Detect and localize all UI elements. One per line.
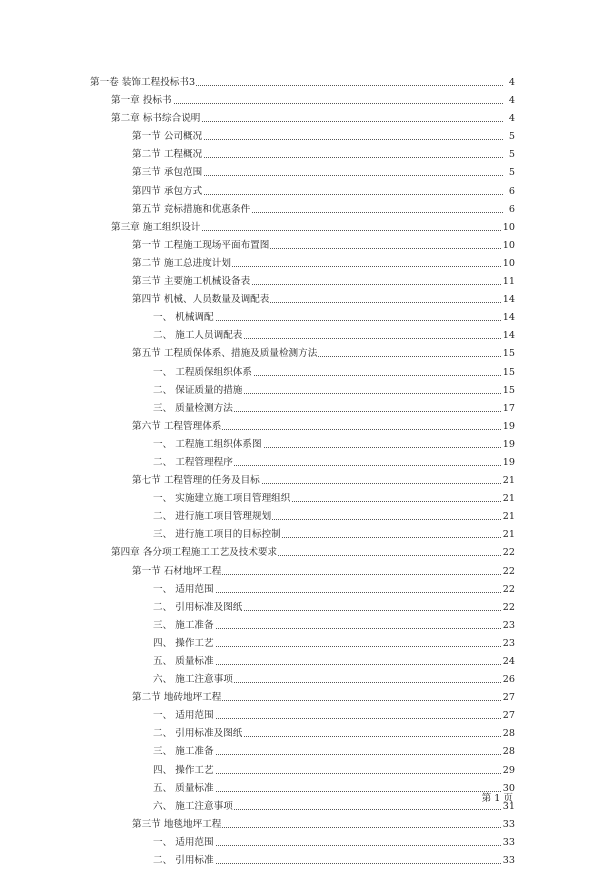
toc-entry[interactable]: [0, 852, 600, 870]
toc-entry-page: 33: [502, 834, 515, 852]
page-number: 第 1 页: [481, 793, 513, 804]
toc-entry[interactable]: [0, 454, 600, 472]
toc-entry-page: 22: [502, 599, 515, 617]
toc-entry[interactable]: [0, 110, 600, 128]
toc-entry-page: 33: [502, 852, 515, 870]
toc-entry-title: 第一章 投标书: [111, 92, 173, 110]
toc-entry-page: 4: [508, 74, 515, 92]
toc-entry-title: 第五节 工程质保体系、措施及质量检测方法: [132, 345, 318, 363]
toc-entry[interactable]: [0, 635, 600, 653]
toc-entry-title: 一、 工程质保组织体系: [153, 364, 253, 382]
toc-entry-page: 21: [502, 490, 515, 508]
toc-entry-page: 10: [502, 237, 515, 255]
toc-entry-page: 33: [502, 816, 515, 834]
toc-entry[interactable]: [0, 671, 600, 689]
toc-entry[interactable]: [0, 707, 600, 725]
toc-entry-title: 第四节 机械、人员数量及调配表: [132, 291, 270, 309]
toc-entry[interactable]: [0, 128, 600, 146]
toc-entry[interactable]: [0, 309, 600, 327]
toc-entry-page: 28: [502, 725, 515, 743]
toc-entry[interactable]: [0, 237, 600, 255]
toc-entry-title: 五、 质量标准: [153, 780, 215, 798]
toc-entry-page: 22: [502, 563, 515, 581]
toc-entry-page: 26: [502, 671, 515, 689]
toc-entry-title: 三、 进行施工项目的目标控制: [153, 526, 282, 544]
toc-entry-title: 第三节 地毯地坪工程: [132, 816, 222, 834]
toc-entry-page: 28: [502, 743, 515, 761]
toc-entry-page: 4: [508, 110, 515, 128]
toc-entry-title: 第一卷 装饰工程投标书3: [90, 74, 196, 92]
toc-entry-title: 六、 施工注意事项: [153, 671, 234, 689]
toc-entry[interactable]: [0, 74, 600, 92]
toc-entry[interactable]: [0, 743, 600, 761]
toc-entry-title: 第一节 工程施工现场平面布置图: [132, 237, 270, 255]
toc-entry[interactable]: [0, 382, 600, 400]
toc-entry[interactable]: [0, 219, 600, 237]
toc-entry-title: 五、 质量标准: [153, 653, 215, 671]
toc-entry[interactable]: [0, 617, 600, 635]
toc-entry-page: 23: [502, 635, 515, 653]
toc-entry[interactable]: [0, 345, 600, 363]
toc-entry-page: 21: [502, 508, 515, 526]
toc-entry-page: 14: [502, 309, 515, 327]
toc-entry[interactable]: [0, 201, 600, 219]
toc-entry-page: 22: [502, 544, 515, 562]
toc-entry-title: 一、 工程施工组织体系图: [153, 436, 263, 454]
toc-entry-title: 二、 保证质量的措施: [153, 382, 243, 400]
toc-entry-page: 17: [502, 400, 515, 418]
toc-entry-title: 三、 质量检测方法: [153, 400, 234, 418]
toc-entry-title: 一、 适用范围: [153, 834, 215, 852]
table-of-contents: [0, 74, 600, 870]
toc-entry-page: 15: [502, 364, 515, 382]
toc-entry-title: 第三节 主要施工机械设备表: [132, 273, 251, 291]
toc-entry-title: 三、 施工准备: [153, 743, 215, 761]
toc-entry[interactable]: [0, 653, 600, 671]
toc-entry[interactable]: [0, 599, 600, 617]
toc-entry[interactable]: [0, 436, 600, 454]
toc-entry[interactable]: [0, 273, 600, 291]
toc-entry-page: 4: [508, 92, 515, 110]
toc-entry[interactable]: [0, 291, 600, 309]
toc-entry-page: 22: [502, 581, 515, 599]
toc-entry-page: 30: [502, 780, 515, 798]
toc-entry-title: 第一节 公司概况: [132, 128, 203, 146]
toc-entry-page: 14: [502, 327, 515, 345]
toc-entry-page: 10: [502, 255, 515, 273]
toc-entry[interactable]: [0, 164, 600, 182]
toc-entry-title: 第二章 标书综合说明: [111, 110, 201, 128]
toc-entry-title: 四、 操作工艺: [153, 635, 215, 653]
toc-entry-page: 10: [502, 219, 515, 237]
toc-entry[interactable]: [0, 92, 600, 110]
toc-entry-page: 11: [502, 273, 515, 291]
toc-entry[interactable]: [0, 364, 600, 382]
toc-entry-title: 第五节 竞标措施和优惠条件: [132, 201, 251, 219]
toc-entry-page: 19: [502, 436, 515, 454]
toc-entry-page: 15: [502, 345, 515, 363]
toc-entry[interactable]: [0, 834, 600, 852]
toc-entry-title: 第四章 各分项工程施工工艺及技术要求: [111, 544, 278, 562]
toc-entry[interactable]: [0, 327, 600, 345]
toc-entry-page: 21: [502, 472, 515, 490]
toc-entry-title: 二、 引用标准及图纸: [153, 725, 243, 743]
toc-entry-page: 29: [502, 762, 515, 780]
toc-entry[interactable]: [0, 526, 600, 544]
toc-entry[interactable]: [0, 418, 600, 436]
toc-entry-page: 21: [502, 526, 515, 544]
toc-entry-page: 24: [502, 653, 515, 671]
toc-entry[interactable]: [0, 490, 600, 508]
toc-entry-title: 一、 机械调配: [153, 309, 215, 327]
toc-entry-page: 5: [508, 146, 515, 164]
toc-entry[interactable]: [0, 183, 600, 201]
toc-entry-title: 二、 施工人员调配表: [153, 327, 243, 345]
toc-entry-page: 5: [508, 164, 515, 182]
toc-entry[interactable]: [0, 689, 600, 707]
toc-entry-title: 第二节 工程概况: [132, 146, 203, 164]
toc-entry-page: 6: [508, 183, 515, 201]
toc-entry[interactable]: [0, 146, 600, 164]
toc-entry[interactable]: [0, 508, 600, 526]
toc-entry-title: 二、 引用标准: [153, 852, 215, 870]
toc-entry-page: 19: [502, 454, 515, 472]
toc-entry-title: 第二节 地砖地坪工程: [132, 689, 222, 707]
toc-entry-title: 三、 施工准备: [153, 617, 215, 635]
toc-entry-page: 15: [502, 382, 515, 400]
toc-entry-page: 27: [502, 707, 515, 725]
toc-entry-title: 第三章 施工组织设计: [111, 219, 201, 237]
toc-entry-title: 二、 工程管理程序: [153, 454, 234, 472]
toc-entry[interactable]: [0, 472, 600, 490]
toc-entry-title: 一、 适用范围: [153, 707, 215, 725]
toc-entry-title: 二、 引用标准及图纸: [153, 599, 243, 617]
toc-entry-title: 六、 施工注意事项: [153, 798, 234, 816]
toc-entry-title: 一、 实施建立施工项目管理组织: [153, 490, 291, 508]
toc-entry-title: 第四节 承包方式: [132, 183, 203, 201]
toc-entry-title: 一、 适用范围: [153, 581, 215, 599]
toc-entry-page: 31: [502, 798, 515, 816]
toc-entry[interactable]: [0, 563, 600, 581]
toc-entry-page: 14: [502, 291, 515, 309]
toc-entry-title: 第六节 工程管理体系: [132, 418, 222, 436]
toc-entry[interactable]: [0, 544, 600, 562]
toc-entry-title: 第七节 工程管理的任务及目标: [132, 472, 261, 490]
toc-entry[interactable]: [0, 581, 600, 599]
toc-entry-page: 6: [508, 201, 515, 219]
toc-entry-title: 四、 操作工艺: [153, 762, 215, 780]
toc-entry[interactable]: [0, 816, 600, 834]
toc-entry-page: 19: [502, 418, 515, 436]
toc-entry[interactable]: [0, 725, 600, 743]
toc-entry-title: 第一节 石材地坪工程: [132, 563, 222, 581]
toc-entry-page: 23: [502, 617, 515, 635]
toc-entry-title: 第三节 承包范围: [132, 164, 203, 182]
toc-entry-title: 第二节 施工总进度计划: [132, 255, 232, 273]
toc-entry-page: 27: [502, 689, 515, 707]
toc-entry-title: 二、 进行施工项目管理规划: [153, 508, 272, 526]
toc-entry[interactable]: [0, 400, 600, 418]
toc-entry[interactable]: [0, 762, 600, 780]
toc-entry[interactable]: [0, 255, 600, 273]
toc-entry-page: 5: [508, 128, 515, 146]
